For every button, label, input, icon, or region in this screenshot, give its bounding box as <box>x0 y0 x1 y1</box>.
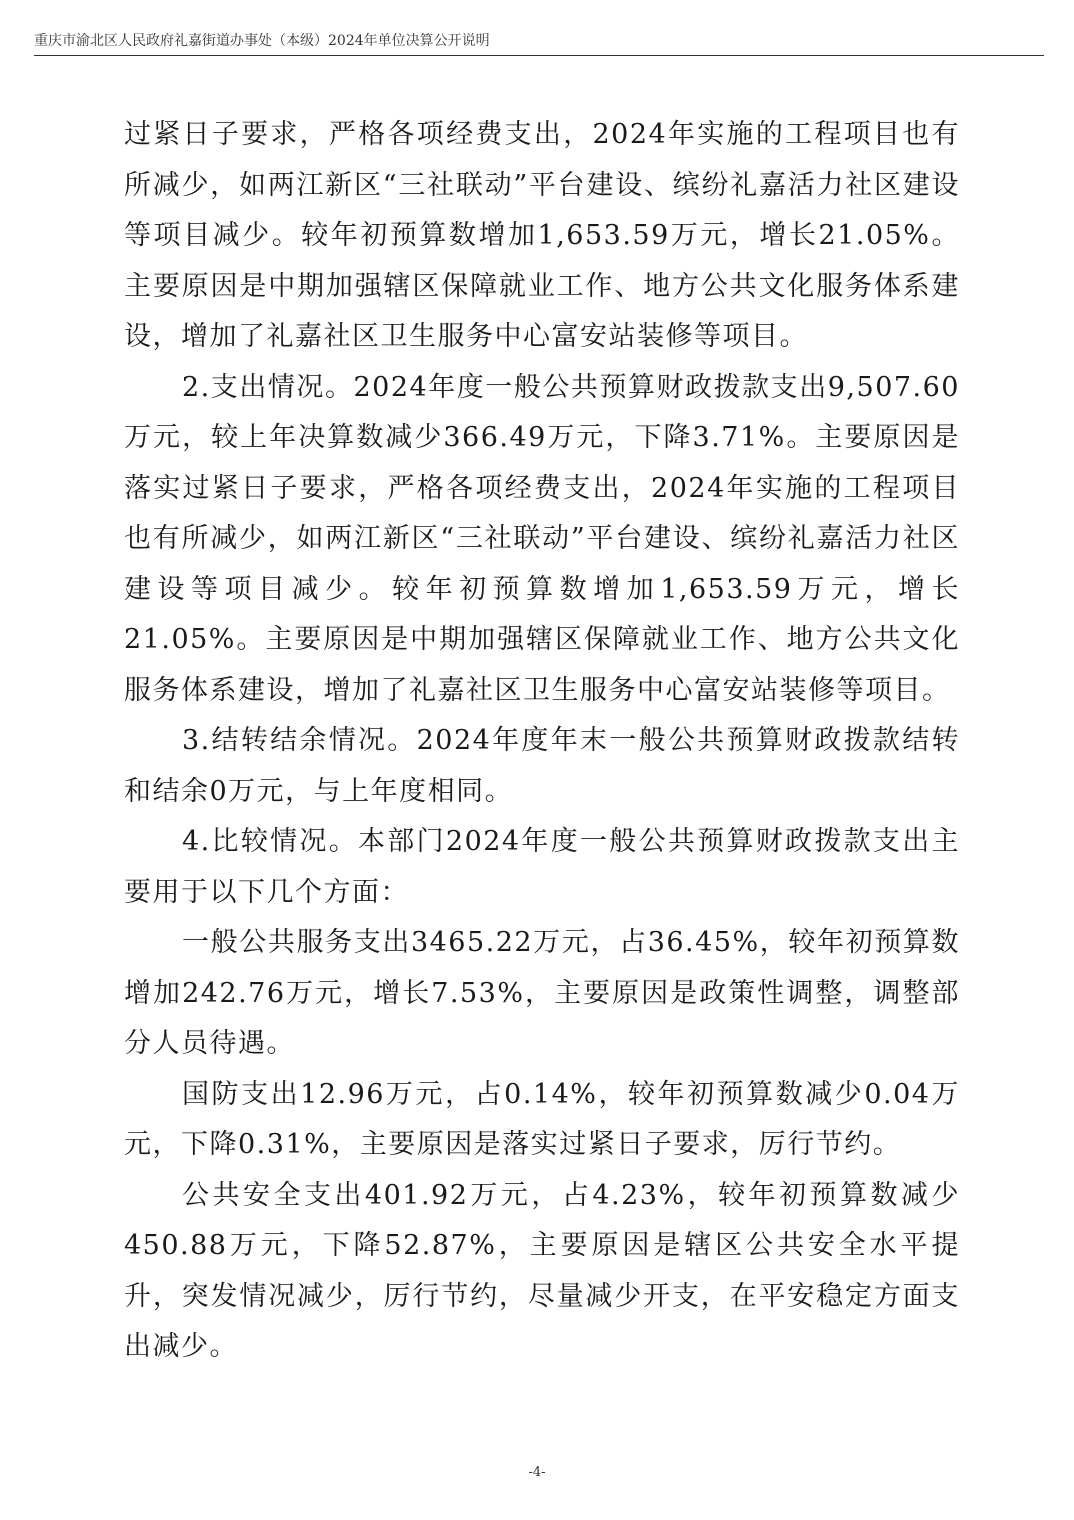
paragraph-7: 公共安全支出401.92万元，占4.23%，较年初预算数减少450.88万元，下降52.87%，主要原因是辖区公共安全水平提升，突发情况减少，厉行节约，尽量减少开支，在平安稳定方面支出减少。 <box>124 1179 960 1362</box>
paragraph-4: 4.比较情况。本部门2024年度一般公共预算财政拨款支出主要用于以下几个方面： <box>124 826 960 908</box>
paragraph-2: 2.支出情况。2024年度一般公共预算财政拨款支出9,507.60万元，较上年决算数减少366.49万元，下降3.71%。主要原因是落实过紧日子要求，严格各项经费支出，2024年实施的工程项目也有所减少，如两江新区“三社联动”平台建设、缤纷礼嘉活力社区建设等项目减少。较年初预算数增加1,653.59万元，增长21.05%。主要原因是中期加强辖区保障就业工作、地方公共文化服务体系建设，增加了礼嘉社区卫生服务中心富安站装修等项目。 <box>124 371 960 706</box>
page-header <box>34 28 1044 56</box>
header-title: 重庆市渝北区人民政府礼嘉街道办事处（本级）2024年单位决算公开说明 <box>34 33 490 49</box>
paragraph-3: 3.结转结余情况。2024年度年末一般公共预算财政拨款结转和结余0万元，与上年度相同。 <box>124 725 960 807</box>
paragraph-5: 一般公共服务支出3465.22万元，占36.45%，较年初预算数增加242.76万元，增长7.53%，主要原因是政策性调整，调整部分人员待遇。 <box>124 927 960 1059</box>
page-number: -4- <box>528 1465 546 1480</box>
document-body <box>124 110 960 1373</box>
paragraph-1: 过紧日子要求，严格各项经费支出，2024年实施的工程项目也有所减少，如两江新区“三社联动”平台建设、缤纷礼嘉活力社区建设等项目减少。较年初预算数增加1,653.59万元，增长21.05%。主要原因是中期加强辖区保障就业工作、地方公共文化服务体系建设，增加了礼嘉社区卫生服务中心富安站装修等项目。 <box>124 119 960 352</box>
paragraph-6: 国防支出12.96万元，占0.14%，较年初预算数减少0.04万元，下降0.31%，主要原因是落实过紧日子要求，厉行节约。 <box>124 1078 960 1160</box>
